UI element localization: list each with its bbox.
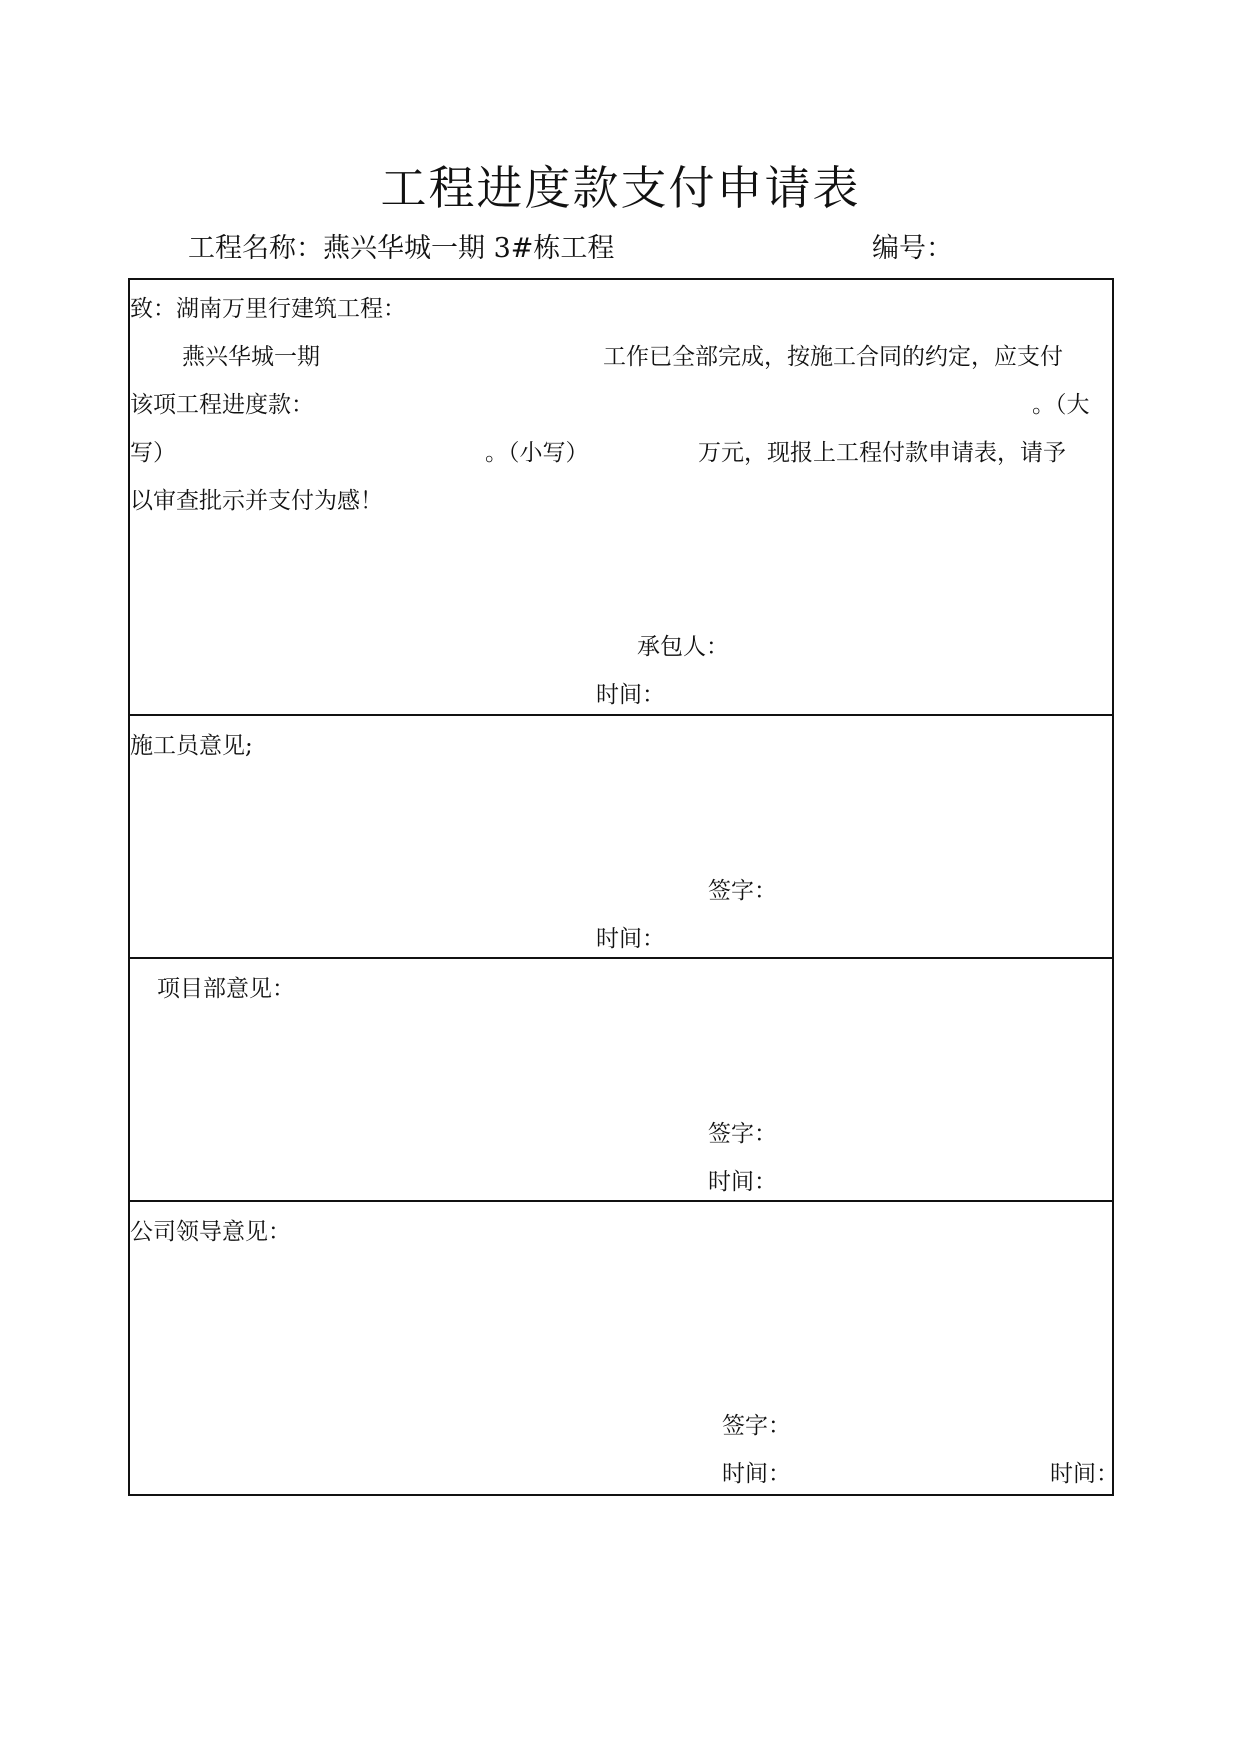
row-divider (128, 957, 1114, 959)
contractor-label: 承包人： (637, 634, 729, 660)
project-dept-sign-label: 签字： (708, 1121, 777, 1147)
construction-staff-opinion-heading: 施工员意见; (130, 733, 253, 759)
project-ref: 燕兴华城一期 (182, 344, 320, 370)
construction-staff-time-label: 时间： (596, 926, 665, 952)
amount-lowercase-label: 。（小写） (485, 440, 589, 466)
project-dept-opinion-heading: 项目部意见： (157, 976, 295, 1002)
project-name: 工程名称：燕兴华城一期 3#栋工程 (188, 233, 615, 264)
company-leader-time-label: 时间： (722, 1461, 791, 1487)
contractor-time-label: 时间： (596, 682, 665, 708)
amount-uppercase-label-cont: 写） (130, 440, 176, 466)
construction-staff-sign-label: 签字： (708, 878, 777, 904)
company-leader-time-label-right: 时间： (1050, 1461, 1119, 1487)
company-leader-sign-label: 签字： (722, 1413, 791, 1439)
page-title: 工程进度款支付申请表 (380, 161, 861, 215)
request-closing: 以审查批示并支付为感！ (130, 488, 383, 514)
progress-payment-label: 该项工程进度款： (130, 392, 314, 418)
number-label: 编号： (872, 233, 953, 264)
company-leader-opinion-heading: 公司领导意见： (130, 1219, 291, 1245)
row-divider (128, 1200, 1114, 1202)
addressee: 致：湖南万里行建筑工程： (130, 296, 406, 322)
amount-uppercase-label: 。（大 (1032, 392, 1090, 418)
row-divider (128, 714, 1114, 716)
request-statement: 万元，现报上工程付款申请表，请予 (698, 440, 1066, 466)
completion-statement: 工作已全部完成，按施工合同的约定，应支付 (603, 344, 1063, 370)
project-dept-time-label: 时间： (708, 1169, 777, 1195)
